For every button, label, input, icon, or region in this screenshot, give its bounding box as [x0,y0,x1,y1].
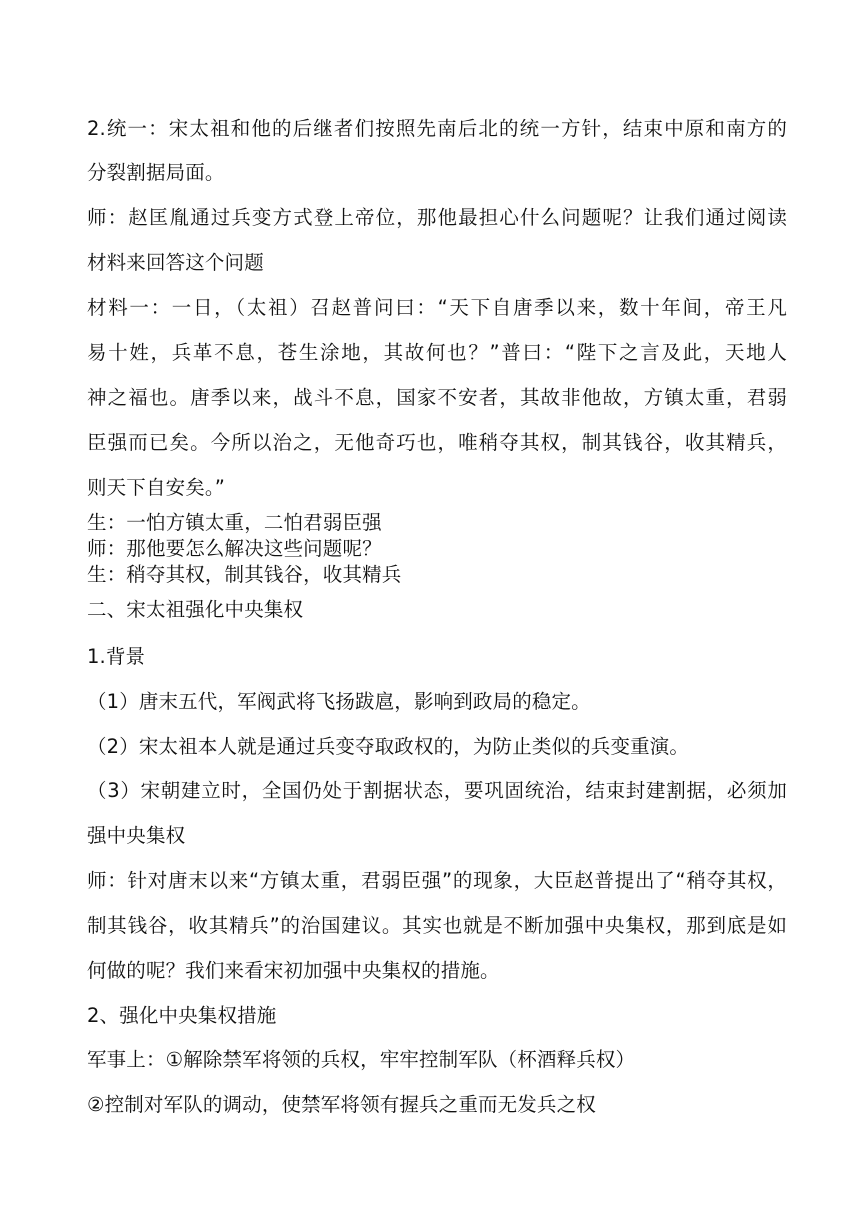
list-item: （1）唐末五代，军阀武将飞扬跋扈，影响到政局的稳定。 [87,690,591,713]
text-line: 师：那他要怎么解决这些问题呢？ [87,537,382,560]
list-item: （3）宋朝建立时，全国仍处于割据状态，要巩固统治，结束封建割据，必须加 [87,779,787,802]
text-line: 分裂割据局面。 [87,161,225,184]
subsection-heading: 1.背景 [87,645,146,668]
text-line: 生：一怕方镇太重，二怕君弱臣强 [87,511,382,534]
text-line: 何做的呢？我们来看宋初加强中央集权的措施。 [87,959,500,982]
subsection-heading: 2、强化中央集权措施 [87,1004,277,1027]
text-line: 臣强而已矣。今所以治之，无他奇巧也，唯稍夺其权，制其钱谷，收其精兵， [87,431,787,454]
text-line: ②控制对军队的调动，使禁军将领有握兵之重而无发兵之权 [87,1093,596,1116]
text-line: 神之福也。唐季以来，战斗不息，国家不安者，其故非他故，方镇太重，君弱 [87,386,787,409]
text-line: 师：针对唐末以来“方镇太重，君弱臣强”的现象，大臣赵普提出了“稍夺其权， [87,869,787,892]
text-line: 2.统一：宋太祖和他的后继者们按照先南后北的统一方针，结束中原和南方的 [87,117,787,140]
section-heading: 二、宋太祖强化中央集权 [87,598,304,621]
text-line: 生：稍夺其权，制其钱谷，收其精兵 [87,563,402,586]
text-line: 强中央集权 [87,824,186,847]
text-line: 易十姓，兵革不息，苍生涂地，其故何也？”普曰：“陛下之言及此，天地人 [87,341,787,364]
list-item: （2）宋太祖本人就是通过兵变夺取政权的，为防止类似的兵变重演。 [87,735,690,758]
text-line: 材料一：一日，（太祖）召赵普问曰：“天下自唐季以来，数十年间，帝王凡 [87,296,787,319]
text-line: 师：赵匡胤通过兵变方式登上帝位，那他最担心什么问题呢？让我们通过阅读 [87,206,787,229]
text-line: 军事上：①解除禁军将领的兵权，牢牢控制军队（杯酒释兵权） [87,1048,636,1071]
text-line: 材料来回答这个问题 [87,251,264,274]
text-line: 则天下自安矣。” [87,476,226,499]
text-line: 制其钱谷，收其精兵”的治国建议。其实也就是不断加强中央集权，那到底是如 [87,914,787,937]
